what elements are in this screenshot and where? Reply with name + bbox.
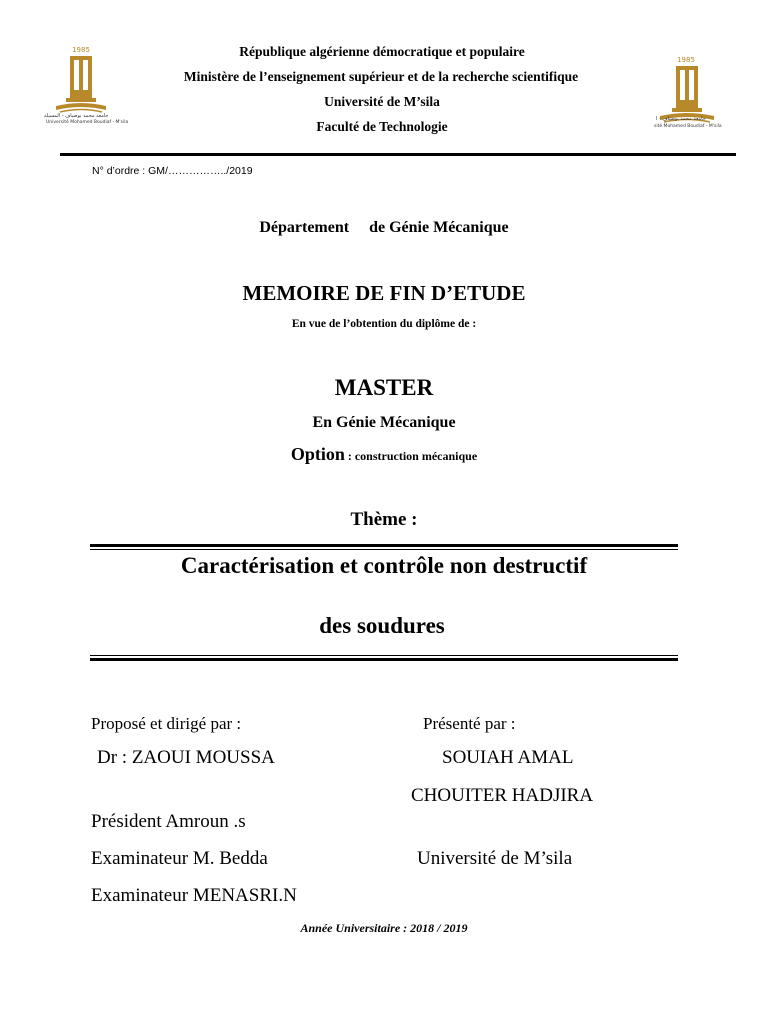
jury-examiner-2: Examinateur MENASRI.N [91,885,297,906]
option-label: Option [290,444,345,464]
header-ministry: Ministère de l’enseignement supérieur et de la recherche scientifique [183,69,579,84]
theme-title-line1: Caractérisation et contrôle non destructif [180,553,588,578]
degree-field: En Génie Mécanique [312,414,456,431]
student-university: Université de M’sila [417,848,573,869]
svg-text:1985: 1985 [677,56,695,64]
theme-rule-top-thin [90,549,678,550]
option-value: : construction mécanique [344,449,478,463]
student-name-1: SOUIAH AMAL [442,747,574,768]
degree-title: MASTER [334,375,434,400]
theme-rule-bottom-thick [90,658,678,661]
logo-caption-arabic: جامعة محمد بوضياف - ا [656,116,706,122]
supervisor-name: Dr : ZAOUI MOUSSA [97,747,275,768]
header-faculty: Faculté de Technologie [316,119,448,134]
degree-option [0,444,768,465]
theme-rule-top-thick [90,544,678,547]
department-name: de Génie Mécanique [369,219,509,236]
student-name-2: CHOUITER HADJIRA [411,785,594,806]
jury-president: Président Amroun .s [91,811,246,832]
theme-rule-bottom-thin [90,655,678,656]
academic-year: Année Universitaire : 2018 / 2019 [300,921,468,935]
presented-label: Présenté par : [423,714,516,733]
svg-text:1985: 1985 [72,46,90,54]
department-prefix: Département [259,219,350,236]
jury-examiner-1: Examinateur M. Bedda [91,848,268,869]
department-line [0,219,768,237]
logo-caption-french: Université Mohamed Boudiaf - M'sila [46,120,129,125]
header-divider [60,153,736,156]
header-university: Université de M’sila [324,94,440,109]
logo-caption-french: sité Mohamed Boudiaf - M'sila [654,124,722,129]
proposed-label: Proposé et dirigé par : [91,714,242,733]
logo-caption-arabic: جامعة محمد بوضياف - المسيلة [44,113,109,119]
header-republic: République algérienne démocratique et populaire [239,44,525,59]
memoire-subtitle: En vue de l’obtention du diplôme de : [291,318,477,330]
memoire-title: MEMOIRE DE FIN D’ETUDE [242,281,526,305]
theme-label: Thème : [350,509,418,530]
theme-title-line2: des soudures [319,613,445,638]
order-number: N° d’ordre : GM/……………../2019 [92,165,253,177]
